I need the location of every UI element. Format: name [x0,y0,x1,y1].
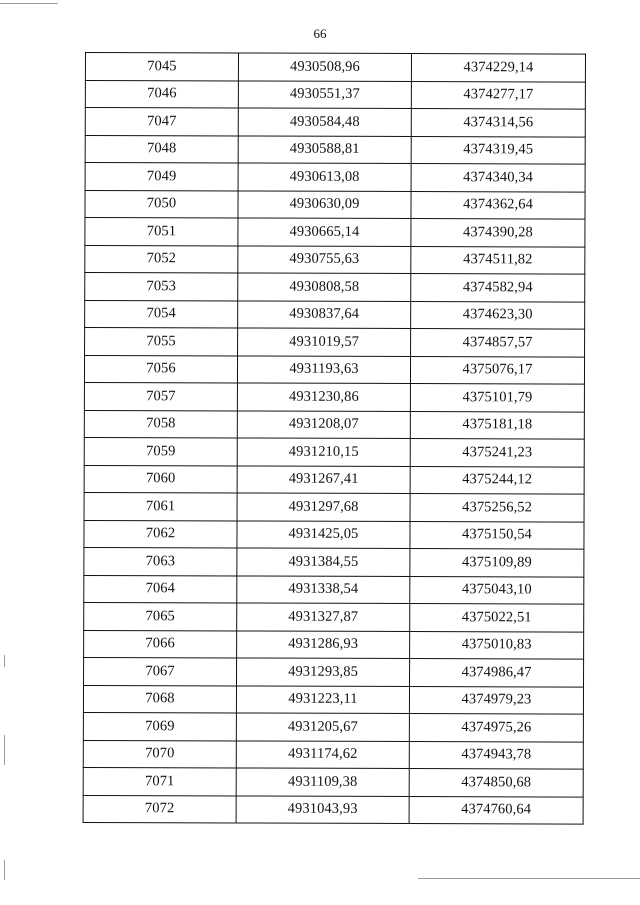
y-coordinate-cell: 4374277,17 [411,81,585,109]
y-coordinate-cell: 4374979,23 [409,686,583,714]
x-coordinate-cell: 4930630,09 [238,190,411,218]
point-number-cell: 7061 [84,492,237,520]
point-number-cell: 7069 [83,712,236,740]
x-coordinate-cell: 4931425,05 [237,520,410,548]
point-number-cell: 7060 [84,465,237,493]
table-row [84,465,584,494]
x-coordinate-cell: 4931193,63 [237,355,410,383]
point-number-cell: 7067 [84,657,237,685]
y-coordinate-cell: 4374943,78 [409,741,583,769]
x-coordinate-cell: 4931384,55 [237,548,410,576]
table-row [84,355,584,384]
table-row [83,795,583,824]
scan-edge-mark [418,878,640,879]
table-row [85,53,585,82]
table-row [85,190,585,219]
y-coordinate-cell: 4374857,57 [411,329,585,357]
y-coordinate-cell: 4375181,18 [410,411,584,439]
point-number-cell: 7045 [85,53,238,81]
x-coordinate-cell: 4931043,93 [236,795,409,823]
point-number-cell: 7058 [84,410,237,438]
table-row [84,520,584,549]
y-coordinate-cell: 4374319,45 [411,136,585,164]
point-number-cell: 7057 [84,382,237,410]
y-coordinate-cell: 4374850,68 [409,769,583,797]
table-row [84,602,584,631]
table-row [84,547,584,576]
x-coordinate-cell: 4931286,93 [237,630,410,658]
coordinates-table-body [83,53,585,825]
table-row [83,712,583,741]
point-number-cell: 7052 [85,245,238,273]
point-number-cell: 7071 [83,767,236,795]
x-coordinate-cell: 4931210,15 [237,438,410,466]
y-coordinate-cell: 4375101,79 [410,384,584,412]
x-coordinate-cell: 4930613,08 [238,163,411,191]
x-coordinate-cell: 4931293,85 [237,658,410,686]
x-coordinate-cell: 4931208,07 [237,410,410,438]
x-coordinate-cell: 4931338,54 [237,575,410,603]
table-row [85,108,585,137]
scan-edge-mark [4,735,5,765]
coordinates-table [83,52,586,825]
point-number-cell: 7059 [84,437,237,465]
x-coordinate-cell: 4930755,63 [238,245,411,273]
scan-edge-mark [0,3,58,4]
x-coordinate-cell: 4930508,96 [238,53,411,81]
page-number: 66 [313,26,327,41]
table-row [83,767,583,796]
table-row [83,685,583,714]
scan-edge-mark [4,860,5,880]
y-coordinate-cell: 4375244,12 [410,466,584,494]
table-row [85,80,585,109]
point-number-cell: 7051 [85,218,238,246]
y-coordinate-cell: 4375256,52 [410,494,584,522]
point-number-cell: 7050 [85,190,238,218]
point-number-cell: 7062 [84,520,237,548]
point-number-cell: 7063 [84,547,237,575]
y-coordinate-cell: 4375150,54 [410,521,584,549]
x-coordinate-cell: 4931205,67 [236,713,409,741]
table-row [84,630,584,659]
y-coordinate-cell: 4374390,28 [411,219,585,247]
x-coordinate-cell: 4931019,57 [238,328,411,356]
x-coordinate-cell: 4930588,81 [238,135,411,163]
point-number-cell: 7065 [84,602,237,630]
table-row [84,382,584,411]
y-coordinate-cell: 4374582,94 [411,274,585,302]
table-row [85,273,585,302]
point-number-cell: 7049 [85,163,238,191]
x-coordinate-cell: 4930665,14 [238,218,411,246]
table-row [84,437,584,466]
y-coordinate-cell: 4375022,51 [410,604,584,632]
x-coordinate-cell: 4931230,86 [237,383,410,411]
point-number-cell: 7070 [83,740,236,768]
y-coordinate-cell: 4374760,64 [409,796,583,824]
y-coordinate-cell: 4374975,26 [409,714,583,742]
point-number-cell: 7054 [85,300,238,328]
x-coordinate-cell: 4931223,11 [236,685,409,713]
y-coordinate-cell: 4375043,10 [410,576,584,604]
table-row [84,410,584,439]
x-coordinate-cell: 4930837,64 [238,300,411,328]
table-row [84,657,584,686]
x-coordinate-cell: 4931327,87 [237,603,410,631]
y-coordinate-cell: 4375076,17 [410,356,584,384]
y-coordinate-cell: 4374986,47 [410,659,584,687]
point-number-cell: 7055 [85,328,238,356]
table-row [85,163,585,192]
table-row [84,575,584,604]
table-row [85,135,585,164]
point-number-cell: 7047 [85,108,238,136]
y-coordinate-cell: 4374314,56 [411,109,585,137]
x-coordinate-cell: 4931174,62 [236,740,409,768]
table-row [85,328,585,357]
y-coordinate-cell: 4374229,14 [411,54,585,82]
x-coordinate-cell: 4931109,38 [236,768,409,796]
x-coordinate-cell: 4931297,68 [237,493,410,521]
y-coordinate-cell: 4374623,30 [411,301,585,329]
point-number-cell: 7046 [85,80,238,108]
table-row [83,740,583,769]
y-coordinate-cell: 4375241,23 [410,439,584,467]
table-row [85,218,585,247]
y-coordinate-cell: 4375109,89 [410,549,584,577]
x-coordinate-cell: 4931267,41 [237,465,410,493]
x-coordinate-cell: 4930808,58 [238,273,411,301]
point-number-cell: 7056 [84,355,237,383]
scan-edge-mark [4,655,5,667]
point-number-cell: 7068 [83,685,236,713]
y-coordinate-cell: 4374362,64 [411,191,585,219]
point-number-cell: 7048 [85,135,238,163]
table-row [85,300,585,329]
table-row [84,492,584,521]
point-number-cell: 7072 [83,795,236,823]
point-number-cell: 7066 [84,630,237,658]
x-coordinate-cell: 4930551,37 [238,80,411,108]
x-coordinate-cell: 4930584,48 [238,108,411,136]
y-coordinate-cell: 4374511,82 [411,246,585,274]
y-coordinate-cell: 4374340,34 [411,164,585,192]
y-coordinate-cell: 4375010,83 [410,631,584,659]
point-number-cell: 7053 [85,273,238,301]
table-row [85,245,585,274]
point-number-cell: 7064 [84,575,237,603]
